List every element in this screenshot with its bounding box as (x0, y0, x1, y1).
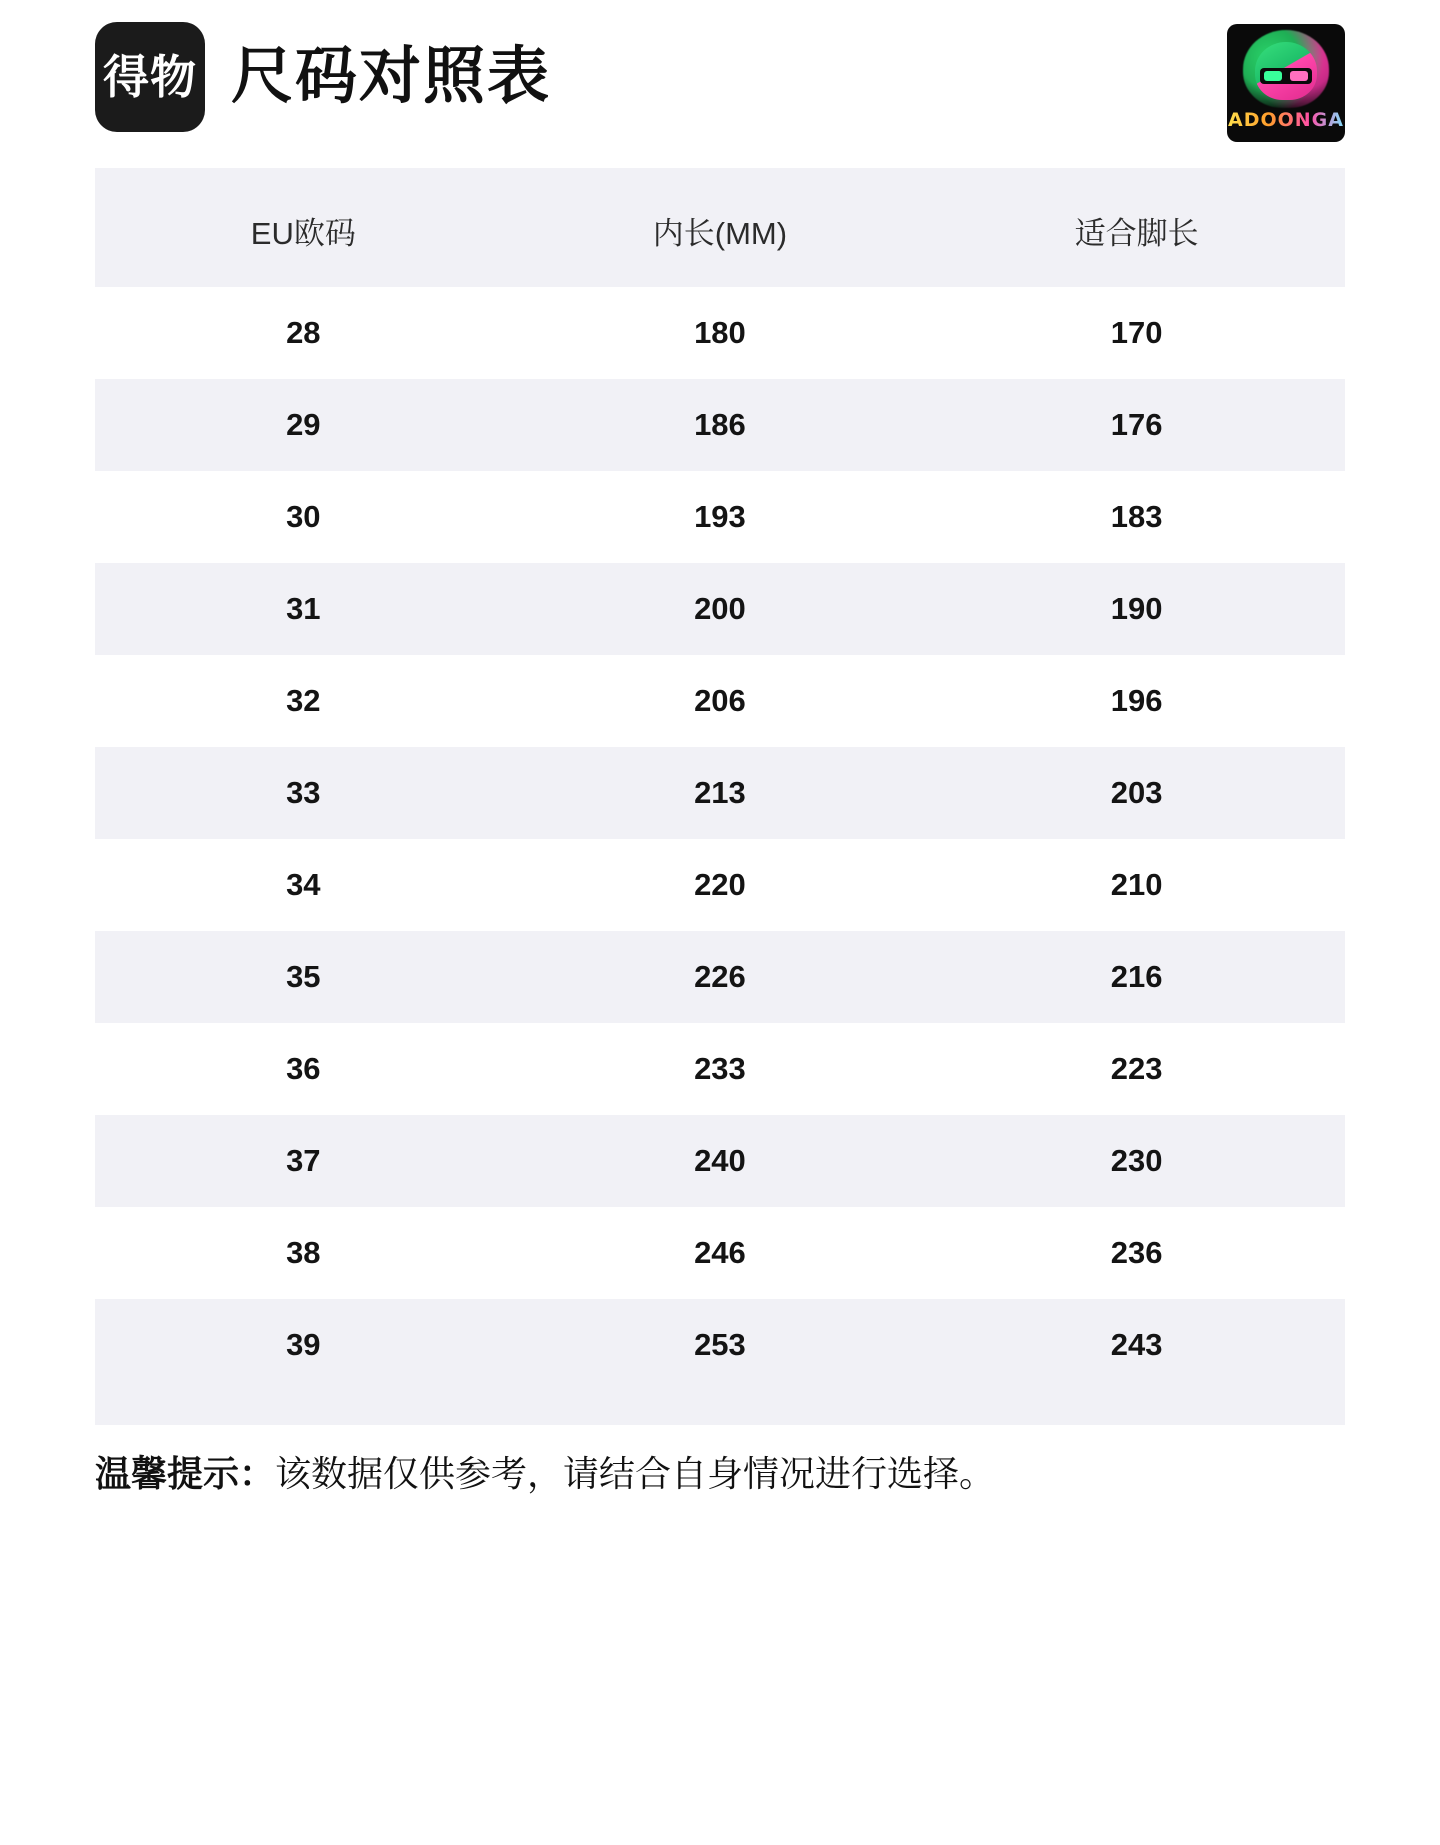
sunglasses-icon (1260, 68, 1312, 84)
table-row (95, 1207, 1345, 1299)
cell-eu: 32 (95, 655, 512, 747)
cell-foot-length: 230 (928, 1115, 1345, 1207)
cell-foot-length: 190 (928, 563, 1345, 655)
cell-inner-length: 180 (512, 287, 929, 379)
cell-eu: 38 (95, 1207, 512, 1299)
table-row (95, 931, 1345, 1023)
brand-logo (95, 22, 205, 132)
table-row (95, 747, 1345, 839)
table-row (95, 563, 1345, 655)
cell-eu: 36 (95, 1023, 512, 1115)
cell-eu: 29 (95, 379, 512, 471)
table-row (95, 1023, 1345, 1115)
cell-inner-length: 253 (512, 1299, 929, 1391)
column-header-eu: EU欧码 (95, 168, 512, 287)
table-bottom-padding (95, 1391, 1345, 1425)
cell-eu: 28 (95, 287, 512, 379)
cell-foot-length: 170 (928, 287, 1345, 379)
size-table (95, 168, 1345, 1391)
cell-foot-length: 210 (928, 839, 1345, 931)
table-row (95, 379, 1345, 471)
cell-eu: 35 (95, 931, 512, 1023)
cell-inner-length: 206 (512, 655, 929, 747)
cell-foot-length: 176 (928, 379, 1345, 471)
footer-note (95, 1451, 1345, 1498)
cell-eu: 37 (95, 1115, 512, 1207)
table-row (95, 1115, 1345, 1207)
page-header (95, 0, 1345, 150)
cell-inner-length: 220 (512, 839, 929, 931)
cell-eu: 34 (95, 839, 512, 931)
size-table-container (95, 168, 1345, 1425)
table-row (95, 655, 1345, 747)
cell-foot-length: 216 (928, 931, 1345, 1023)
cell-eu: 33 (95, 747, 512, 839)
table-row (95, 287, 1345, 379)
brand-logo-label: 得物 (103, 50, 197, 104)
adoonga-logo (1227, 24, 1345, 142)
cell-inner-length: 226 (512, 931, 929, 1023)
cell-foot-length: 183 (928, 471, 1345, 563)
cell-inner-length: 240 (512, 1115, 929, 1207)
adoonga-wordmark: ADOONGA (1228, 109, 1344, 131)
cell-foot-length: 236 (928, 1207, 1345, 1299)
column-header-inner-length: 内长(MM) (512, 168, 929, 287)
cell-inner-length: 213 (512, 747, 929, 839)
footer-note-text: 该数据仅供参考，请结合自身情况进行选择。 (275, 1453, 996, 1494)
brand-block (95, 22, 551, 132)
column-header-foot-length: 适合脚长 (928, 168, 1345, 287)
table-row (95, 1299, 1345, 1391)
table-body (95, 287, 1345, 1391)
cell-foot-length: 223 (928, 1023, 1345, 1115)
table-row (95, 471, 1345, 563)
cell-eu: 39 (95, 1299, 512, 1391)
page-title: 尺码对照表 (231, 42, 552, 111)
cell-inner-length: 200 (512, 563, 929, 655)
cell-eu: 30 (95, 471, 512, 563)
table-row (95, 839, 1345, 931)
footer-note-label: 温馨提示： (95, 1453, 276, 1494)
cell-eu: 31 (95, 563, 512, 655)
cell-inner-length: 233 (512, 1023, 929, 1115)
cell-foot-length: 196 (928, 655, 1345, 747)
cell-inner-length: 193 (512, 471, 929, 563)
cell-foot-length: 243 (928, 1299, 1345, 1391)
cell-inner-length: 246 (512, 1207, 929, 1299)
cell-inner-length: 186 (512, 379, 929, 471)
cell-foot-length: 203 (928, 747, 1345, 839)
table-header-row (95, 168, 1345, 287)
